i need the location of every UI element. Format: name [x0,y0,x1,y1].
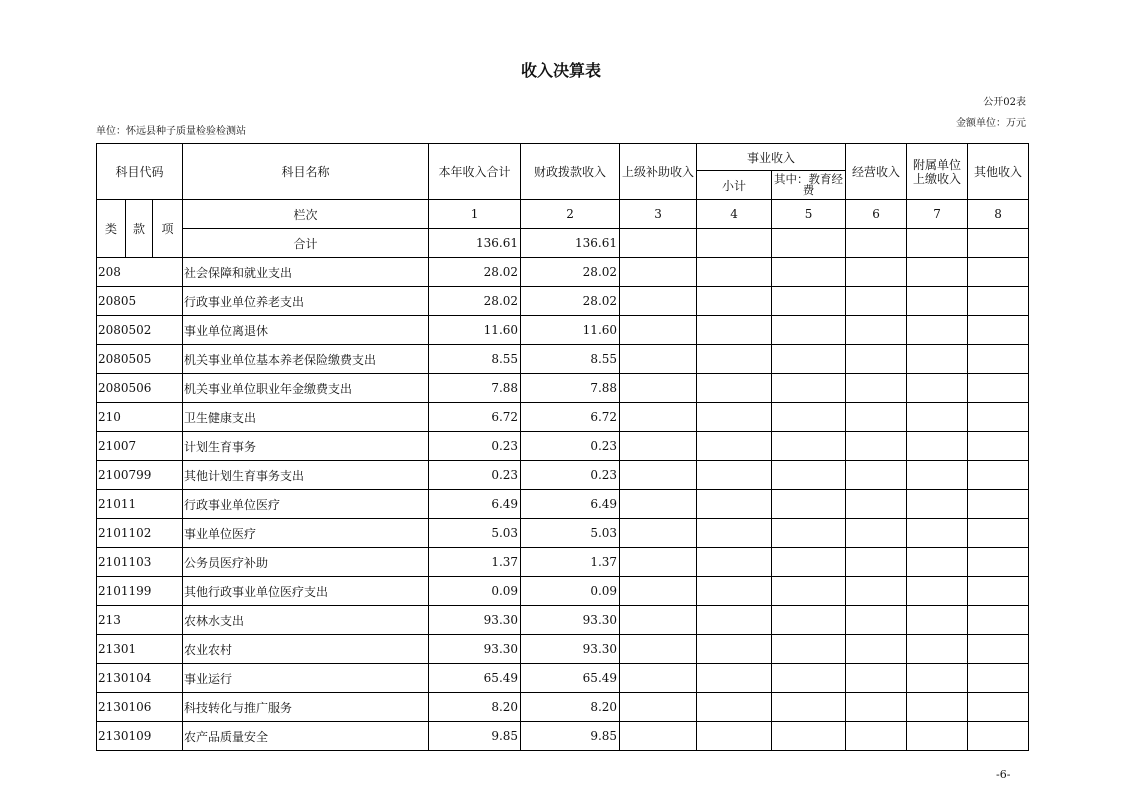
row-name: 卫生健康支出 [183,403,429,432]
row-empty-cell [620,374,697,403]
row-code: 21007 [97,432,183,461]
header-name: 科目名称 [183,144,429,200]
row-fiscal: 65.49 [521,664,620,693]
row-empty-cell [620,664,697,693]
row-empty-cell [620,635,697,664]
row-empty-cell [620,345,697,374]
row-total: 93.30 [429,635,521,664]
row-code: 2130104 [97,664,183,693]
row-empty-cell [697,403,772,432]
header-superior: 上级补助收入 [620,144,697,200]
row-empty-cell [968,548,1029,577]
row-total: 0.23 [429,432,521,461]
row-empty-cell [907,345,968,374]
header-other: 其他收入 [968,144,1029,200]
row-empty-cell [968,258,1029,287]
row-empty-cell [907,316,968,345]
row-empty-cell [772,432,846,461]
row-empty-cell [697,461,772,490]
row-empty-cell [846,403,907,432]
income-table [96,143,1029,751]
row-name: 其他计划生育事务支出 [183,461,429,490]
row-empty-cell [907,461,968,490]
row-name: 行政事业单位养老支出 [183,287,429,316]
table-row [97,461,1029,490]
row-empty-cell [907,287,968,316]
row-empty-cell [907,722,968,751]
row-fiscal: 28.02 [521,287,620,316]
page-number: -6- [996,768,1011,781]
row-empty-cell [620,548,697,577]
row-code: 2100799 [97,461,183,490]
row-fiscal: 8.20 [521,693,620,722]
row-empty-cell [697,519,772,548]
row-empty-cell [620,722,697,751]
row-name: 其他行政事业单位医疗支出 [183,577,429,606]
row-empty-cell [620,606,697,635]
row-name: 社会保障和就业支出 [183,258,429,287]
row-empty-cell [907,490,968,519]
row-fiscal: 0.09 [521,577,620,606]
table-row [97,664,1029,693]
row-total: 0.23 [429,461,521,490]
row-empty-cell [968,316,1029,345]
row-total: 28.02 [429,287,521,316]
row-fiscal: 1.37 [521,548,620,577]
row-empty-cell [620,461,697,490]
row-empty-cell [968,519,1029,548]
row-name: 农林水支出 [183,606,429,635]
row-empty-cell [846,490,907,519]
row-fiscal: 5.03 [521,519,620,548]
table-row [97,432,1029,461]
col-number: 1 [429,200,521,229]
col-number: 2 [521,200,620,229]
amount-unit: 金额单位：万元 [956,118,1026,129]
row-code: 2080506 [97,374,183,403]
row-fiscal: 7.88 [521,374,620,403]
row-empty-cell [697,316,772,345]
row-total: 8.20 [429,693,521,722]
row-empty-cell [907,519,968,548]
row-name: 事业运行 [183,664,429,693]
row-empty-cell [697,606,772,635]
row-empty-cell [968,635,1029,664]
row-total: 0.09 [429,577,521,606]
row-empty-cell [968,461,1029,490]
row-empty-cell [772,403,846,432]
row-empty-cell [697,577,772,606]
row-empty-cell [846,722,907,751]
row-empty-cell [846,258,907,287]
table-row [97,606,1029,635]
row-empty-cell [697,345,772,374]
row-code: 2101102 [97,519,183,548]
header-fiscal: 财政拨款收入 [521,144,620,200]
row-empty-cell [846,606,907,635]
row-code: 2101103 [97,548,183,577]
row-empty-cell [846,461,907,490]
row-empty-cell [968,664,1029,693]
header-lanci: 栏次 [183,200,429,229]
row-total: 6.72 [429,403,521,432]
row-empty-cell [846,432,907,461]
row-fiscal: 8.55 [521,345,620,374]
row-fiscal: 93.30 [521,635,620,664]
row-empty-cell [772,635,846,664]
row-empty-cell [907,432,968,461]
row-name: 行政事业单位医疗 [183,490,429,519]
row-total: 6.49 [429,490,521,519]
row-empty-cell [697,258,772,287]
row-empty-cell [846,519,907,548]
row-empty-cell [846,374,907,403]
header-code: 科目代码 [97,144,183,200]
row-code: 2080502 [97,316,183,345]
row-empty-cell [907,548,968,577]
header-lei: 类 [97,200,126,258]
row-empty-cell [846,287,907,316]
table-row [97,403,1029,432]
row-empty-cell [846,316,907,345]
table-row [97,693,1029,722]
row-empty-cell [968,693,1029,722]
row-empty-cell [620,258,697,287]
header-subtotal: 小计 [697,171,772,200]
row-total: 7.88 [429,374,521,403]
row-empty-cell [620,432,697,461]
col-number: 6 [846,200,907,229]
header-kuan: 款 [126,200,153,258]
row-code: 2130109 [97,722,183,751]
row-empty-cell [620,287,697,316]
row-empty-cell [620,519,697,548]
row-code: 2130106 [97,693,183,722]
row-total: 9.85 [429,722,521,751]
row-empty-cell [772,316,846,345]
row-name: 科技转化与推广服务 [183,693,429,722]
row-fiscal: 6.49 [521,490,620,519]
total-row-total: 136.61 [429,229,521,258]
row-total: 28.02 [429,258,521,287]
row-empty-cell [907,635,968,664]
row-total: 93.30 [429,606,521,635]
row-empty-cell [697,722,772,751]
row-empty-cell [968,722,1029,751]
row-empty-cell [697,490,772,519]
row-empty-cell [846,664,907,693]
col-number: 8 [968,200,1029,229]
row-empty-cell [772,577,846,606]
row-empty-cell [772,606,846,635]
row-empty-cell [772,461,846,490]
row-name: 公务员医疗补助 [183,548,429,577]
row-empty-cell [697,374,772,403]
row-empty-cell [907,606,968,635]
row-code: 21011 [97,490,183,519]
row-empty-cell [620,403,697,432]
row-name: 机关事业单位基本养老保险缴费支出 [183,345,429,374]
row-empty-cell [907,258,968,287]
table-row [97,287,1029,316]
table-row [97,345,1029,374]
row-empty-cell [907,374,968,403]
row-empty-cell [772,287,846,316]
row-fiscal: 93.30 [521,606,620,635]
col-number: 7 [907,200,968,229]
row-fiscal: 0.23 [521,432,620,461]
row-fiscal: 6.72 [521,403,620,432]
row-empty-cell [846,548,907,577]
total-row-label: 合计 [183,229,429,258]
table-row [97,548,1029,577]
table-row [97,374,1029,403]
row-empty-cell [697,635,772,664]
col-number: 4 [697,200,772,229]
table-body [97,258,1029,751]
table-row [97,577,1029,606]
row-empty-cell [697,664,772,693]
table-row [97,258,1029,287]
row-empty-cell [772,548,846,577]
header-operating: 经营收入 [846,144,907,200]
row-code: 21301 [97,635,183,664]
row-empty-cell [968,345,1029,374]
row-empty-cell [907,664,968,693]
table-row [97,316,1029,345]
row-empty-cell [907,693,968,722]
row-empty-cell [772,519,846,548]
row-empty-cell [968,403,1029,432]
row-code: 20805 [97,287,183,316]
row-total: 8.55 [429,345,521,374]
row-empty-cell [697,548,772,577]
row-empty-cell [968,287,1029,316]
row-code: 210 [97,403,183,432]
row-empty-cell [968,374,1029,403]
row-empty-cell [620,693,697,722]
table-row [97,519,1029,548]
row-empty-cell [620,577,697,606]
unit-label: 单位：怀远县种子质量检验检测站 [96,126,246,137]
row-empty-cell [772,258,846,287]
row-code: 2101199 [97,577,183,606]
row-empty-cell [846,345,907,374]
row-empty-cell [772,490,846,519]
row-fiscal: 28.02 [521,258,620,287]
row-empty-cell [968,606,1029,635]
table-row [97,635,1029,664]
row-empty-cell [620,490,697,519]
row-empty-cell [697,287,772,316]
form-number: 公开02表 [983,97,1026,108]
row-empty-cell [968,432,1029,461]
row-name: 农产品质量安全 [183,722,429,751]
row-empty-cell [846,577,907,606]
row-name: 农业农村 [183,635,429,664]
row-empty-cell [772,722,846,751]
row-empty-cell [772,664,846,693]
row-empty-cell [846,635,907,664]
row-total: 5.03 [429,519,521,548]
col-number: 3 [620,200,697,229]
row-empty-cell [968,490,1029,519]
col-number: 5 [772,200,846,229]
table-row [97,722,1029,751]
header-affiliated: 附属单位上缴收入 [907,144,968,200]
row-total: 65.49 [429,664,521,693]
row-empty-cell [968,577,1029,606]
row-fiscal: 9.85 [521,722,620,751]
row-empty-cell [772,374,846,403]
header-education: 其中：教育经费 [772,171,846,200]
header-business: 事业收入 [697,144,846,171]
row-empty-cell [697,693,772,722]
row-code: 213 [97,606,183,635]
row-empty-cell [907,577,968,606]
total-row-fiscal: 136.61 [521,229,620,258]
row-empty-cell [772,693,846,722]
row-name: 机关事业单位职业年金缴费支出 [183,374,429,403]
row-total: 11.60 [429,316,521,345]
header-xiang: 项 [153,200,183,258]
row-empty-cell [907,403,968,432]
row-total: 1.37 [429,548,521,577]
row-empty-cell [772,345,846,374]
table-row [97,490,1029,519]
row-empty-cell [620,316,697,345]
row-empty-cell [846,693,907,722]
row-empty-cell [697,432,772,461]
header-total: 本年收入合计 [429,144,521,200]
row-fiscal: 0.23 [521,461,620,490]
row-name: 事业单位离退休 [183,316,429,345]
page-title: 收入决算表 [520,61,601,80]
row-name: 计划生育事务 [183,432,429,461]
row-fiscal: 11.60 [521,316,620,345]
row-code: 2080505 [97,345,183,374]
row-code: 208 [97,258,183,287]
row-name: 事业单位医疗 [183,519,429,548]
